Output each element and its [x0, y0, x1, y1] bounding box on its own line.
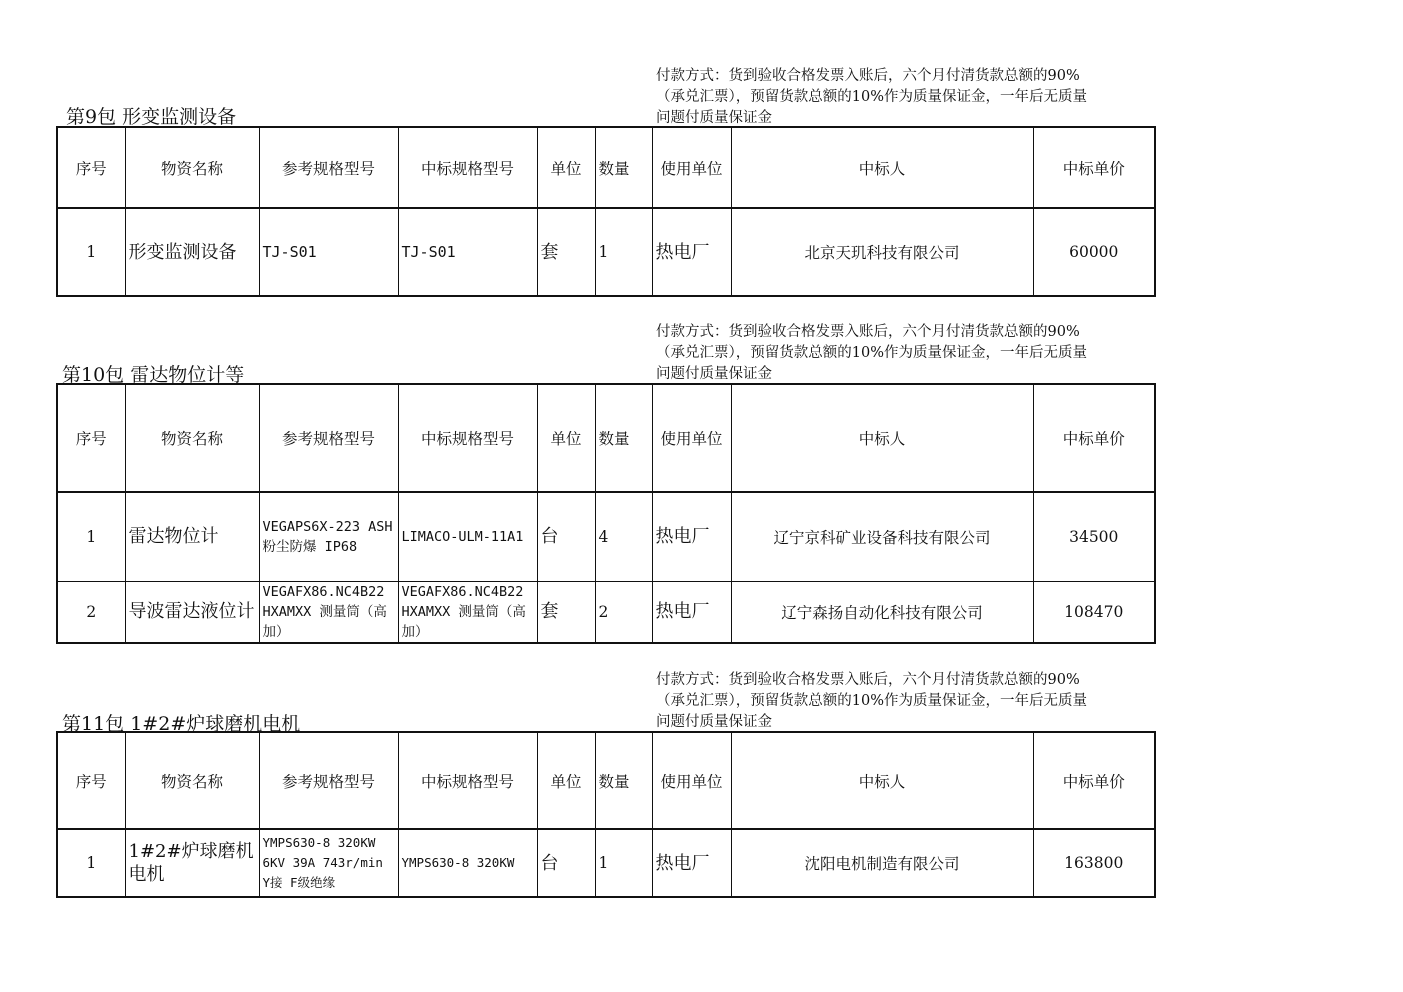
cell-user: 热电厂	[652, 208, 731, 296]
package-11-table	[56, 731, 1156, 898]
cell-user: 热电厂	[652, 829, 731, 897]
cell-win-spec: VEGAFX86.NC4B22 HXAMXX 测量筒（高加）	[398, 581, 537, 643]
package-title: 第11包 1#2#炉球磨机电机	[62, 713, 301, 735]
cell-price: 163800	[1033, 829, 1155, 897]
cell-unit: 台	[537, 829, 595, 897]
header-ref-spec: 参考规格型号	[259, 732, 398, 829]
cell-ref-spec: VEGAPS6X-223 ASH 粉尘防爆 IP68	[259, 492, 398, 581]
cell-no: 1	[57, 829, 125, 897]
cell-qty: 1	[595, 829, 652, 897]
cell-name: 导波雷达液位计	[125, 581, 259, 643]
payment-line-3: 问题付质量保证金	[656, 714, 772, 730]
header-row	[57, 384, 1155, 492]
payment-terms	[656, 322, 1156, 385]
payment-line-1: 付款方式：货到验收合格发票入账后，六个月付清货款总额的90%	[656, 68, 1080, 84]
package-title: 第10包 雷达物位计等	[62, 364, 245, 386]
payment-line-2: （承兑汇票），预留货款总额的10%作为质量保证金，一年后无质量	[656, 89, 1087, 105]
header-user: 使用单位	[652, 384, 731, 492]
package-10-section	[56, 320, 1154, 642]
cell-no: 1	[57, 492, 125, 581]
cell-winner: 北京天玑科技有限公司	[731, 208, 1033, 296]
package-9-section	[56, 62, 1154, 298]
payment-line-1: 付款方式：货到验收合格发票入账后，六个月付清货款总额的90%	[656, 672, 1080, 688]
payment-line-3: 问题付质量保证金	[656, 366, 772, 382]
header-name: 物资名称	[125, 732, 259, 829]
cell-ref-spec: VEGAFX86.NC4B22 HXAMXX 测量筒（高加）	[259, 581, 398, 643]
package-10-table	[56, 383, 1156, 644]
header-no: 序号	[57, 127, 125, 208]
header-price: 中标单价	[1033, 384, 1155, 492]
header-ref-spec: 参考规格型号	[259, 384, 398, 492]
package-11-section	[56, 668, 1154, 900]
cell-name: 形变监测设备	[125, 208, 259, 296]
cell-no: 1	[57, 208, 125, 296]
cell-unit: 套	[537, 208, 595, 296]
payment-terms	[656, 670, 1156, 733]
header-qty: 数量	[595, 127, 652, 208]
cell-name: 1#2#炉球磨机电机	[125, 829, 259, 897]
cell-win-spec: YMPS630-8 320KW	[398, 829, 537, 897]
header-price: 中标单价	[1033, 732, 1155, 829]
cell-unit: 套	[537, 581, 595, 643]
package-9-table	[56, 126, 1156, 297]
header-row	[57, 732, 1155, 829]
cell-price: 108470	[1033, 581, 1155, 643]
table-row	[57, 208, 1155, 296]
cell-qty: 1	[595, 208, 652, 296]
header-winner: 中标人	[731, 127, 1033, 208]
cell-price: 60000	[1033, 208, 1155, 296]
header-unit: 单位	[537, 384, 595, 492]
cell-winner: 辽宁森扬自动化科技有限公司	[731, 581, 1033, 643]
header-qty: 数量	[595, 732, 652, 829]
header-row	[57, 127, 1155, 208]
header-winner: 中标人	[731, 732, 1033, 829]
payment-line-2: （承兑汇票），预留货款总额的10%作为质量保证金，一年后无质量	[656, 693, 1087, 709]
cell-qty: 2	[595, 581, 652, 643]
cell-name: 雷达物位计	[125, 492, 259, 581]
header-win-spec: 中标规格型号	[398, 384, 537, 492]
header-unit: 单位	[537, 127, 595, 208]
header-price: 中标单价	[1033, 127, 1155, 208]
cell-unit: 台	[537, 492, 595, 581]
cell-user: 热电厂	[652, 492, 731, 581]
cell-win-spec: LIMACO-ULM-11A1	[398, 492, 537, 581]
cell-price: 34500	[1033, 492, 1155, 581]
header-name: 物资名称	[125, 384, 259, 492]
header-no: 序号	[57, 384, 125, 492]
header-winner: 中标人	[731, 384, 1033, 492]
header-user: 使用单位	[652, 127, 731, 208]
header-win-spec: 中标规格型号	[398, 732, 537, 829]
payment-line-1: 付款方式：货到验收合格发票入账后，六个月付清货款总额的90%	[656, 324, 1080, 340]
cell-winner: 辽宁京科矿业设备科技有限公司	[731, 492, 1033, 581]
table-row	[57, 829, 1155, 897]
payment-line-2: （承兑汇票），预留货款总额的10%作为质量保证金，一年后无质量	[656, 345, 1087, 361]
header-user: 使用单位	[652, 732, 731, 829]
header-unit: 单位	[537, 732, 595, 829]
cell-ref-spec: TJ-S01	[259, 208, 398, 296]
header-ref-spec: 参考规格型号	[259, 127, 398, 208]
payment-line-3: 问题付质量保证金	[656, 110, 772, 126]
payment-terms	[656, 66, 1156, 129]
header-no: 序号	[57, 732, 125, 829]
package-title: 第9包 形变监测设备	[66, 106, 237, 128]
cell-winner: 沈阳电机制造有限公司	[731, 829, 1033, 897]
cell-ref-spec: YMPS630-8 320KW 6KV 39A 743r/min Y接 F级绝缘	[259, 829, 398, 897]
cell-qty: 4	[595, 492, 652, 581]
header-win-spec: 中标规格型号	[398, 127, 537, 208]
header-name: 物资名称	[125, 127, 259, 208]
table-row	[57, 492, 1155, 581]
header-qty: 数量	[595, 384, 652, 492]
cell-user: 热电厂	[652, 581, 731, 643]
table-row	[57, 581, 1155, 643]
cell-win-spec: TJ-S01	[398, 208, 537, 296]
cell-no: 2	[57, 581, 125, 643]
